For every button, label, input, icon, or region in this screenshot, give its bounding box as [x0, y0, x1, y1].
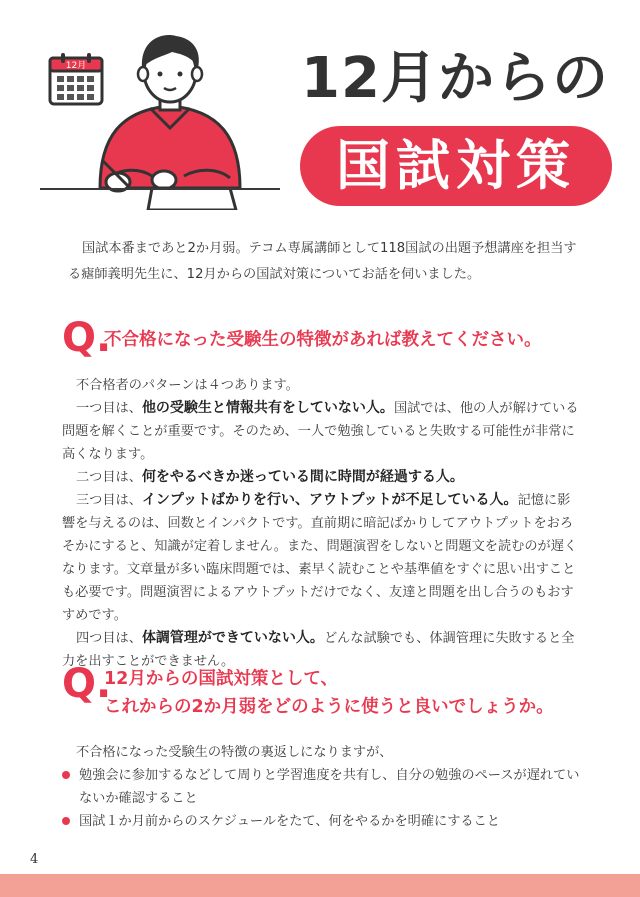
q1-mark: Q.: [62, 315, 112, 361]
body-text: 記憶に影響を与えるのは、回数とインパクトです。直前期に暗記ばかりしてアウトプットをおろそかにすると、知識が定着しません。また、問題演習をしないと問題文を読むのが遅くなります。文章量が多い臨床問題では、素早く読むことや基準値をすぐに思い出すことも必要です。問題演習によるアウトプットだけでなく、友達と問題を出し合うのもおすすめです。: [62, 493, 578, 623]
emphasis-text: 何をやるべきか迷っている間に時間が経過する人。: [141, 469, 464, 485]
body-text: どんな試験でも、体調管理に失敗すると全力を出すことができません。: [62, 631, 575, 669]
footer-band: [0, 874, 640, 897]
emphasis-text: 他の受験生と情報共有をしていない人。: [141, 400, 394, 416]
page-title-line1: 12月からの: [301, 46, 609, 111]
q1-answer: [62, 374, 582, 673]
bullet-dot-icon: [62, 817, 70, 825]
page-number: 4: [30, 852, 39, 867]
student-illustration: [80, 28, 260, 210]
q2-mark: Q.: [62, 661, 112, 707]
q2-question-line1: 12月からの国試対策として、: [104, 669, 339, 689]
list-item: [62, 810, 587, 833]
page-title-line2: 国試対策: [336, 134, 576, 197]
emphasis-text: インプットばかりを行い、アウトプットが不足している人。: [141, 492, 518, 508]
list-item-text: 国試１か月前からのスケジュールをたて、何をやるかを明確にすること: [79, 814, 500, 829]
bullet-dot-icon: [62, 771, 70, 779]
q1-question: 不合格になった受験生の特徴があれば教えてください。: [104, 330, 542, 350]
answer-paragraph: [62, 466, 582, 489]
body-text: 一つ目は、: [76, 401, 142, 416]
calendar-month-label: 12月: [65, 61, 87, 71]
list-item: [62, 764, 587, 810]
q2-question-line2: これからの2か月弱をどのように使うと良いでしょうか。: [104, 697, 554, 717]
q2-lead: [62, 741, 582, 764]
q2-lead-text: 不合格になった受験生の特徴の裏返しになりますが、: [76, 745, 393, 760]
emphasis-text: 体調管理ができていない人。: [141, 630, 324, 646]
answer-paragraph: [62, 489, 582, 627]
body-text: 国試では、他の人が解けている問題を解くことが重要です。そのため、一人で勉強していると失敗する可能性が非常に高くなります。: [62, 401, 579, 462]
q2-bullet-list: [62, 764, 587, 833]
body-text: 二つ目は、: [76, 470, 142, 485]
body-text: 不合格者のパターンは４つあります。: [76, 378, 299, 393]
list-item-text: 勉強会に参加するなどして周りと学習進度を共有し、自分の勉強のペースが遅れていないか確認すること: [79, 768, 580, 806]
body-text: 三つ目は、: [76, 493, 142, 508]
answer-paragraph: [62, 374, 582, 397]
body-text: 四つ目は、: [76, 631, 142, 646]
answer-paragraph: [62, 397, 582, 466]
desk-line: [40, 188, 280, 190]
intro-paragraph: 国試本番まであと2か月弱。テコム専属講師として118国試の出題予想講座を担当する瘧師義明先生に、12月からの国試対策についてお話を伺いました。: [68, 241, 577, 282]
